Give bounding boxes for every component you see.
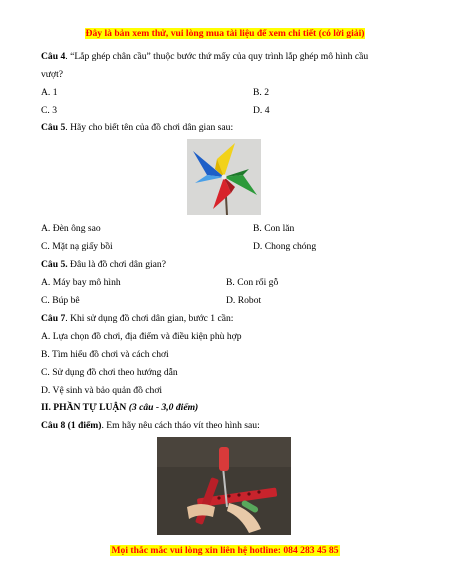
question-7-text: . Khi sử dụng đồ chơi dân gian, bước 1 cần: [65,313,234,324]
section-2-note: (3 câu - 3,0 điểm) [126,402,199,413]
question-8-label: Câu 8 (1 điểm) [41,420,102,431]
question-5b-label: Câu 5. [41,259,68,270]
q4-option-a: A. 1 [41,87,58,98]
question-4-text: . “Lắp ghép chân cầu” thuộc bước thứ mấy của quy trình lắp ghép mô hình cầu [65,51,369,62]
q4-option-c: C. 3 [41,105,57,116]
question-5a-label: Câu 5 [41,122,66,133]
section-2-heading [41,402,198,414]
question-5a-line [41,122,233,134]
question-5a-text: . Hãy cho biết tên của đồ chơi dân gian sau: [65,122,234,133]
pinwheel-image [187,139,261,215]
question-4-line-1 [41,51,368,63]
question-5b-text: Đâu là đồ chơi dân gian? [67,259,166,270]
q4-option-b: B. 2 [253,87,269,98]
question-7-line [41,313,233,325]
q5b-option-b: B. Con rối gỗ [226,277,279,288]
q5a-option-b: B. Con lăn [253,223,295,234]
question-4-line-2: vượt? [41,69,63,80]
q5b-option-a: A. Máy bay mô hình [41,277,121,288]
q7-option-d: D. Vệ sinh và bảo quản đồ chơi [41,385,163,396]
q5b-option-c: C. Búp bê [41,295,80,306]
footer-banner-text: Mọi thắc mắc vui lòng xin liên hệ hotline: 084 283 45 85 [111,545,339,556]
q5a-option-d: D. Chong chóng [253,241,317,252]
question-8-text: . Em hãy nêu cách tháo vít theo hình sau: [101,420,260,431]
question-5b-line [41,259,166,271]
pinwheel-icon [187,139,261,215]
screwdriver-photo [157,437,291,535]
header-banner-text: Đây là bản xem thử, vui lòng mua tài liệu để xem chi tiết (có lời giải) [85,28,365,39]
question-4-label: Câu 4 [41,51,66,62]
q7-option-a: A. Lựa chọn đồ chơi, địa điểm và điều kiện phù hợp [41,331,242,342]
q7-option-b: B. Tìm hiểu đồ chơi và cách chơi [41,349,169,360]
q5a-option-c: C. Mặt nạ giấy bồi [41,241,113,252]
header-banner [0,28,450,40]
section-2-title: II. PHẦN TỰ LUẬN [41,402,127,413]
question-8-line [41,420,260,432]
q5a-option-a: A. Đèn ông sao [41,223,101,234]
q4-option-d: D. 4 [253,105,270,116]
q5b-option-d: D. Robot [226,295,262,306]
q7-option-c: C. Sử dụng đồ chơi theo hướng dẫn [41,367,178,378]
screwdriver-icon [157,437,291,535]
question-7-label: Câu 7 [41,313,66,324]
footer-banner [0,545,450,557]
